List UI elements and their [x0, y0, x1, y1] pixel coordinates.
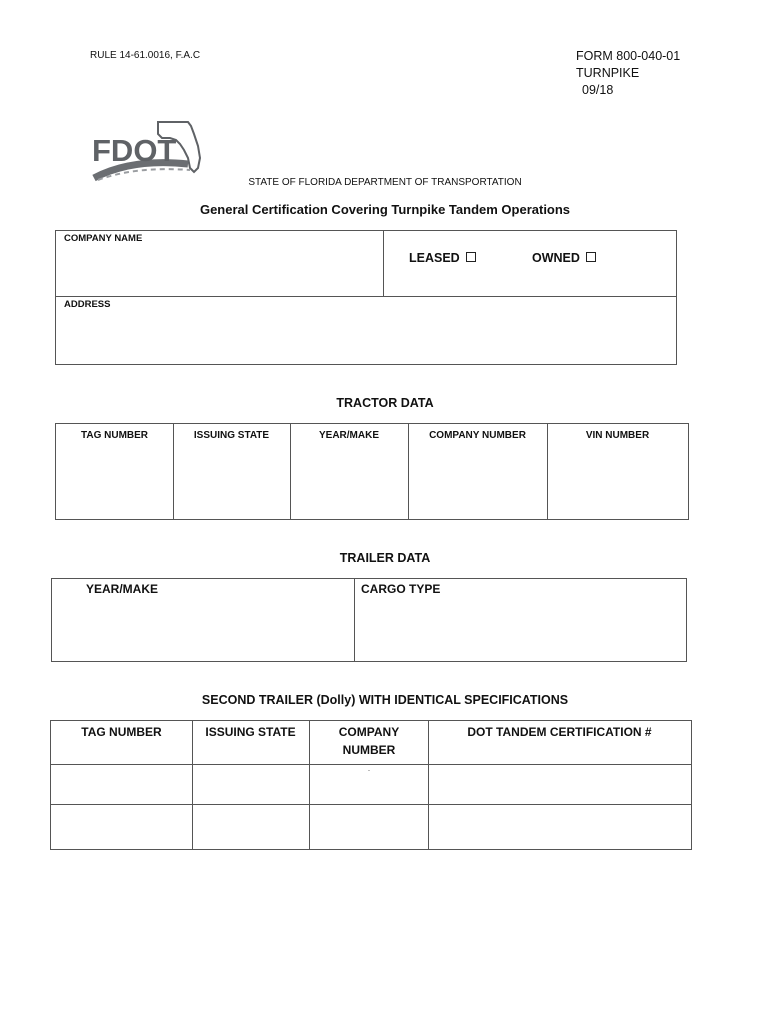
trailer-data-table	[51, 578, 687, 662]
owned-label: OWNED	[532, 251, 580, 265]
dolly-tag-number-header: TAG NUMBER	[81, 725, 162, 739]
owned-option[interactable]	[532, 251, 596, 265]
leased-checkbox[interactable]	[466, 252, 476, 262]
svg-text:FDOT: FDOT	[92, 133, 177, 168]
form-info	[576, 48, 680, 99]
dolly-row-2-issuing-state[interactable]	[193, 805, 309, 849]
dolly-row-2-tag-number[interactable]	[51, 805, 192, 849]
trailer-cargo-type-cell[interactable]	[355, 601, 686, 661]
agency-name: STATE OF FLORIDA DEPARTMENT OF TRANSPORTATION	[248, 177, 522, 188]
trailer-year-make-cell[interactable]	[52, 601, 354, 661]
dolly-dot-mark: ·	[367, 765, 371, 775]
form-division: TURNPIKE	[576, 66, 640, 80]
dolly-row-2-company-number[interactable]	[310, 805, 428, 849]
tractor-company-number-cell[interactable]	[409, 446, 547, 518]
tractor-tag-number-header: TAG NUMBER	[80, 430, 149, 441]
leased-label: LEASED	[409, 251, 460, 265]
tractor-vin-number-cell[interactable]	[548, 446, 688, 518]
tractor-data-title: TRACTOR DATA	[336, 396, 434, 410]
tractor-vin-number-header: VIN NUMBER	[585, 430, 650, 441]
trailer-cargo-type-header: CARGO TYPE	[361, 582, 441, 596]
address-box[interactable]	[55, 296, 677, 365]
dolly-dot-certification-header: DOT TANDEM CERTIFICATION #	[467, 725, 652, 739]
rule-reference: RULE 14-61.0016, F.A.C	[90, 50, 201, 61]
form-revision: 09/18	[582, 83, 614, 97]
leased-option[interactable]	[409, 251, 476, 265]
dolly-row-1-issuing-state[interactable]	[193, 765, 309, 804]
dolly-row-1-tag-number[interactable]	[51, 765, 192, 804]
form-title: General Certification Covering Turnpike Tandem Operations	[199, 202, 571, 217]
trailer-data-title: TRAILER DATA	[339, 551, 431, 565]
tractor-company-number-header: COMPANY NUMBER	[429, 430, 526, 441]
tractor-year-make-header: YEAR/MAKE	[318, 430, 379, 441]
owned-checkbox[interactable]	[586, 252, 596, 262]
dolly-company-number-header: COMPANY NUMBER	[338, 725, 400, 757]
company-divider	[383, 231, 384, 296]
tractor-tag-number-cell[interactable]	[56, 446, 173, 518]
fdot-logo	[92, 118, 202, 184]
address-label: ADDRESS	[64, 299, 111, 310]
dolly-row-1-certification[interactable]	[429, 765, 691, 804]
dolly-table	[50, 720, 692, 850]
tractor-issuing-state-cell[interactable]	[174, 446, 290, 518]
trailer-year-make-header: YEAR/MAKE	[86, 582, 159, 596]
dolly-row-1-company-number[interactable]	[310, 765, 428, 804]
dolly-issuing-state-header: ISSUING STATE	[205, 725, 296, 739]
company-name-label: COMPANY NAME	[64, 233, 143, 244]
company-name-box[interactable]	[55, 230, 677, 297]
dolly-section-title: SECOND TRAILER (Dolly) WITH IDENTICAL SPECIFICATIONS	[201, 693, 569, 707]
dolly-row-2-certification[interactable]	[429, 805, 691, 849]
tractor-issuing-state-header: ISSUING STATE	[193, 430, 270, 441]
form-number: FORM 800-040-01	[576, 49, 681, 63]
tractor-data-table	[55, 423, 689, 520]
tractor-year-make-cell[interactable]	[291, 446, 408, 518]
